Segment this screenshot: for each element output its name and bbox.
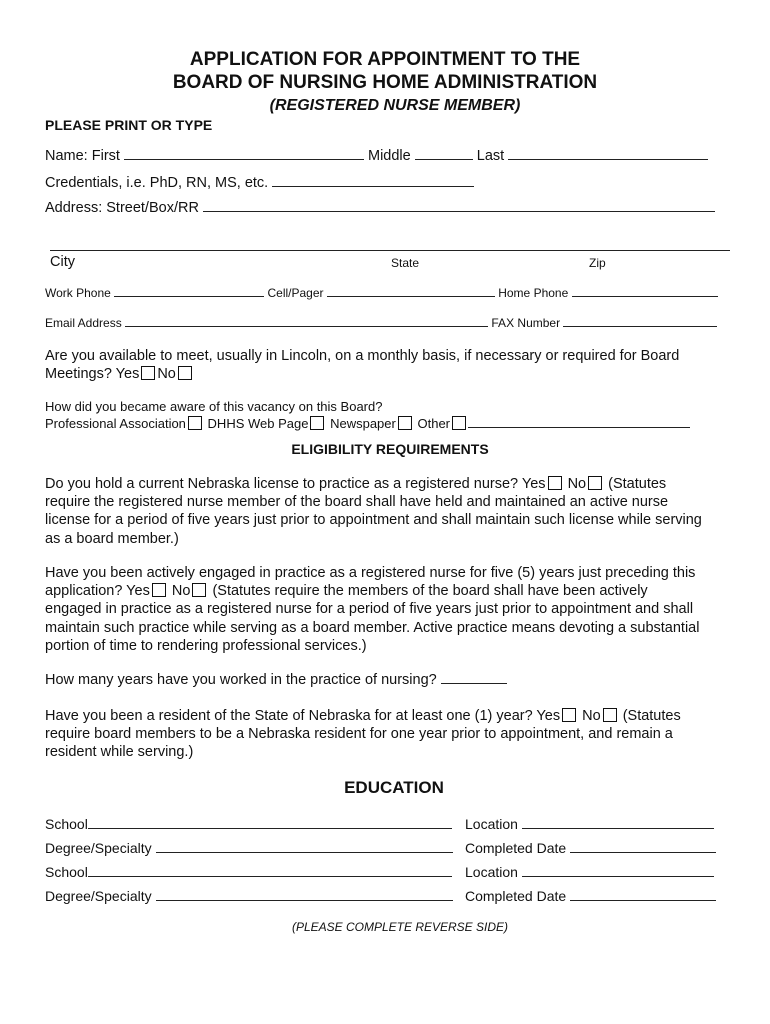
availability-question (45, 347, 735, 383)
license-yes-label: Do you hold a current Nebraska license to practice as a registered nurse? Yes (45, 476, 546, 492)
cell-field[interactable] (327, 287, 495, 297)
newspaper-label: Newspaper (330, 415, 396, 431)
email-row (45, 316, 717, 330)
resident-line-3: resident while serving.) (45, 744, 194, 761)
completed-field-1[interactable] (570, 841, 716, 853)
availability-yes-label: Meetings? Yes (45, 366, 140, 383)
practice-line-4: maintain such practice while serving as a board member. Active practice means devoting a substantial (45, 619, 700, 636)
credentials-field[interactable] (272, 175, 474, 187)
practice-line-2 (45, 582, 735, 600)
resident-line-1 (45, 707, 735, 725)
completed-field-2[interactable] (570, 889, 716, 901)
cell-label: Cell/Pager (267, 286, 324, 300)
resident-line-2: require board members to be a Nebraska resident for one year prior to appointment, and remain a (45, 726, 673, 743)
first-name-label: Name: First (45, 148, 120, 164)
dhhs-checkbox[interactable] (310, 416, 324, 430)
location-label-1: Location (465, 816, 518, 832)
subtitle: (REGISTERED NURSE MEMBER) (269, 97, 521, 114)
practice-no-label: No (171, 583, 191, 600)
practice-line-1: Have you been actively engaged in practice as a registered nurse for five (5) years just preceding this (45, 565, 696, 581)
prof-assoc-label: Professional Association (45, 415, 186, 431)
other-field[interactable] (468, 418, 690, 428)
phone-row (45, 286, 718, 300)
resident-yes-checkbox[interactable] (562, 708, 576, 722)
address-field[interactable] (203, 200, 715, 212)
address-row (45, 200, 715, 216)
work-phone-field[interactable] (114, 287, 264, 297)
resident-statutes-text: (Statutes (622, 708, 681, 724)
degree-field-1[interactable] (156, 841, 453, 853)
practice-question (45, 564, 735, 655)
completed-label-2: Completed Date (465, 888, 567, 904)
work-phone-label: Work Phone (45, 286, 111, 300)
license-no-checkbox[interactable] (588, 476, 602, 490)
location-field-2[interactable] (522, 865, 714, 877)
vacancy-options (45, 416, 690, 433)
footer-note: (PLEASE COMPLETE REVERSE SIDE) (291, 920, 509, 934)
title-line-2: BOARD OF NURSING HOME ADMINISTRATION (172, 72, 598, 93)
title-line-1: APPLICATION FOR APPOINTMENT TO THE (189, 49, 581, 70)
practice-statutes-text: (Statutes require the members of the board shall have been actively (212, 583, 648, 600)
address-line-2[interactable] (50, 250, 730, 251)
state-label: State (391, 256, 420, 270)
last-name-field[interactable] (508, 148, 708, 160)
practice-yes-label: application? Yes (45, 583, 150, 600)
home-phone-field[interactable] (572, 287, 718, 297)
license-statutes-text: (Statutes (608, 476, 667, 492)
license-line-2: require the registered nurse member of the board shall have held and maintained an active nurse (45, 494, 669, 511)
school-label-1: School (45, 816, 88, 832)
years-field[interactable] (441, 672, 507, 684)
school-field-2[interactable] (88, 865, 452, 877)
license-line-3: license for a period of five years just prior to appointment and shall maintain such license while serving (45, 512, 702, 529)
eligibility-heading: ELIGIBILITY REQUIREMENTS (291, 441, 489, 457)
resident-yes-label: Have you been a resident of the State of Nebraska for at least one (1) year? Yes (45, 708, 561, 724)
years-question (45, 671, 735, 689)
name-row (45, 148, 708, 164)
location-label-2: Location (465, 864, 518, 880)
license-yes-checkbox[interactable] (548, 476, 562, 490)
middle-name-field[interactable] (415, 148, 473, 160)
email-field[interactable] (125, 317, 488, 327)
license-question (45, 475, 735, 548)
zip-label: Zip (589, 256, 606, 270)
license-line-4: as a board member.) (45, 530, 179, 547)
credentials-label: Credentials, i.e. PhD, RN, MS, etc. (45, 175, 269, 191)
print-instruction: PLEASE PRINT OR TYPE (45, 117, 213, 133)
newspaper-checkbox[interactable] (398, 416, 412, 430)
degree-field-2[interactable] (156, 889, 453, 901)
location-field-1[interactable] (522, 817, 714, 829)
middle-name-label: Middle (367, 148, 411, 164)
years-label: How many years have you worked in the practice of nursing? (45, 672, 437, 688)
availability-line-1: Are you available to meet, usually in Lincoln, on a monthly basis, if necessary or required for Board (45, 348, 680, 364)
dhhs-label: DHHS Web Page (207, 415, 309, 431)
resident-no-label: No (582, 708, 601, 724)
vacancy-question-text: How did you became aware of this vacancy on this Board? (45, 399, 383, 414)
vacancy-question (45, 399, 690, 432)
resident-question (45, 707, 735, 762)
availability-no-label: No (157, 366, 176, 383)
availability-yes-checkbox[interactable] (141, 366, 155, 380)
education-row-3 (45, 864, 452, 880)
degree-label-2: Degree/Specialty (45, 888, 152, 904)
education-row-4 (45, 888, 453, 904)
education-heading: EDUCATION (344, 778, 444, 797)
practice-yes-checkbox[interactable] (152, 583, 166, 597)
email-label: Email Address (45, 316, 122, 330)
practice-line-5: portion of time to rendering professional services.) (45, 637, 367, 654)
prof-assoc-checkbox[interactable] (188, 416, 202, 430)
address-label: Address: Street/Box/RR (45, 200, 199, 216)
fax-label: FAX Number (491, 316, 561, 330)
city-label: City (50, 254, 75, 270)
credentials-row (45, 175, 474, 191)
school-label-2: School (45, 864, 88, 880)
location-row-2 (465, 864, 714, 880)
practice-line-3: engaged in practice as a registered nurse for a period of five years just prior to appointment and shall (45, 601, 694, 618)
completed-row-1 (465, 840, 716, 856)
last-name-label: Last (476, 148, 505, 164)
license-line-1 (45, 475, 735, 493)
education-row-2 (45, 840, 453, 856)
first-name-field[interactable] (124, 148, 364, 160)
availability-no-checkbox[interactable] (178, 366, 192, 380)
license-no-label: No (567, 476, 587, 492)
fax-field[interactable] (563, 317, 717, 327)
location-row-1 (465, 816, 714, 832)
home-phone-label: Home Phone (498, 286, 569, 300)
availability-line-2 (45, 365, 735, 383)
other-checkbox[interactable] (452, 416, 466, 430)
completed-label-1: Completed Date (465, 840, 567, 856)
other-label: Other (417, 415, 450, 431)
education-row-1 (45, 816, 452, 832)
school-field-1[interactable] (88, 817, 452, 829)
resident-no-checkbox[interactable] (603, 708, 617, 722)
completed-row-2 (465, 888, 716, 904)
degree-label-1: Degree/Specialty (45, 840, 152, 856)
practice-no-checkbox[interactable] (192, 583, 206, 597)
